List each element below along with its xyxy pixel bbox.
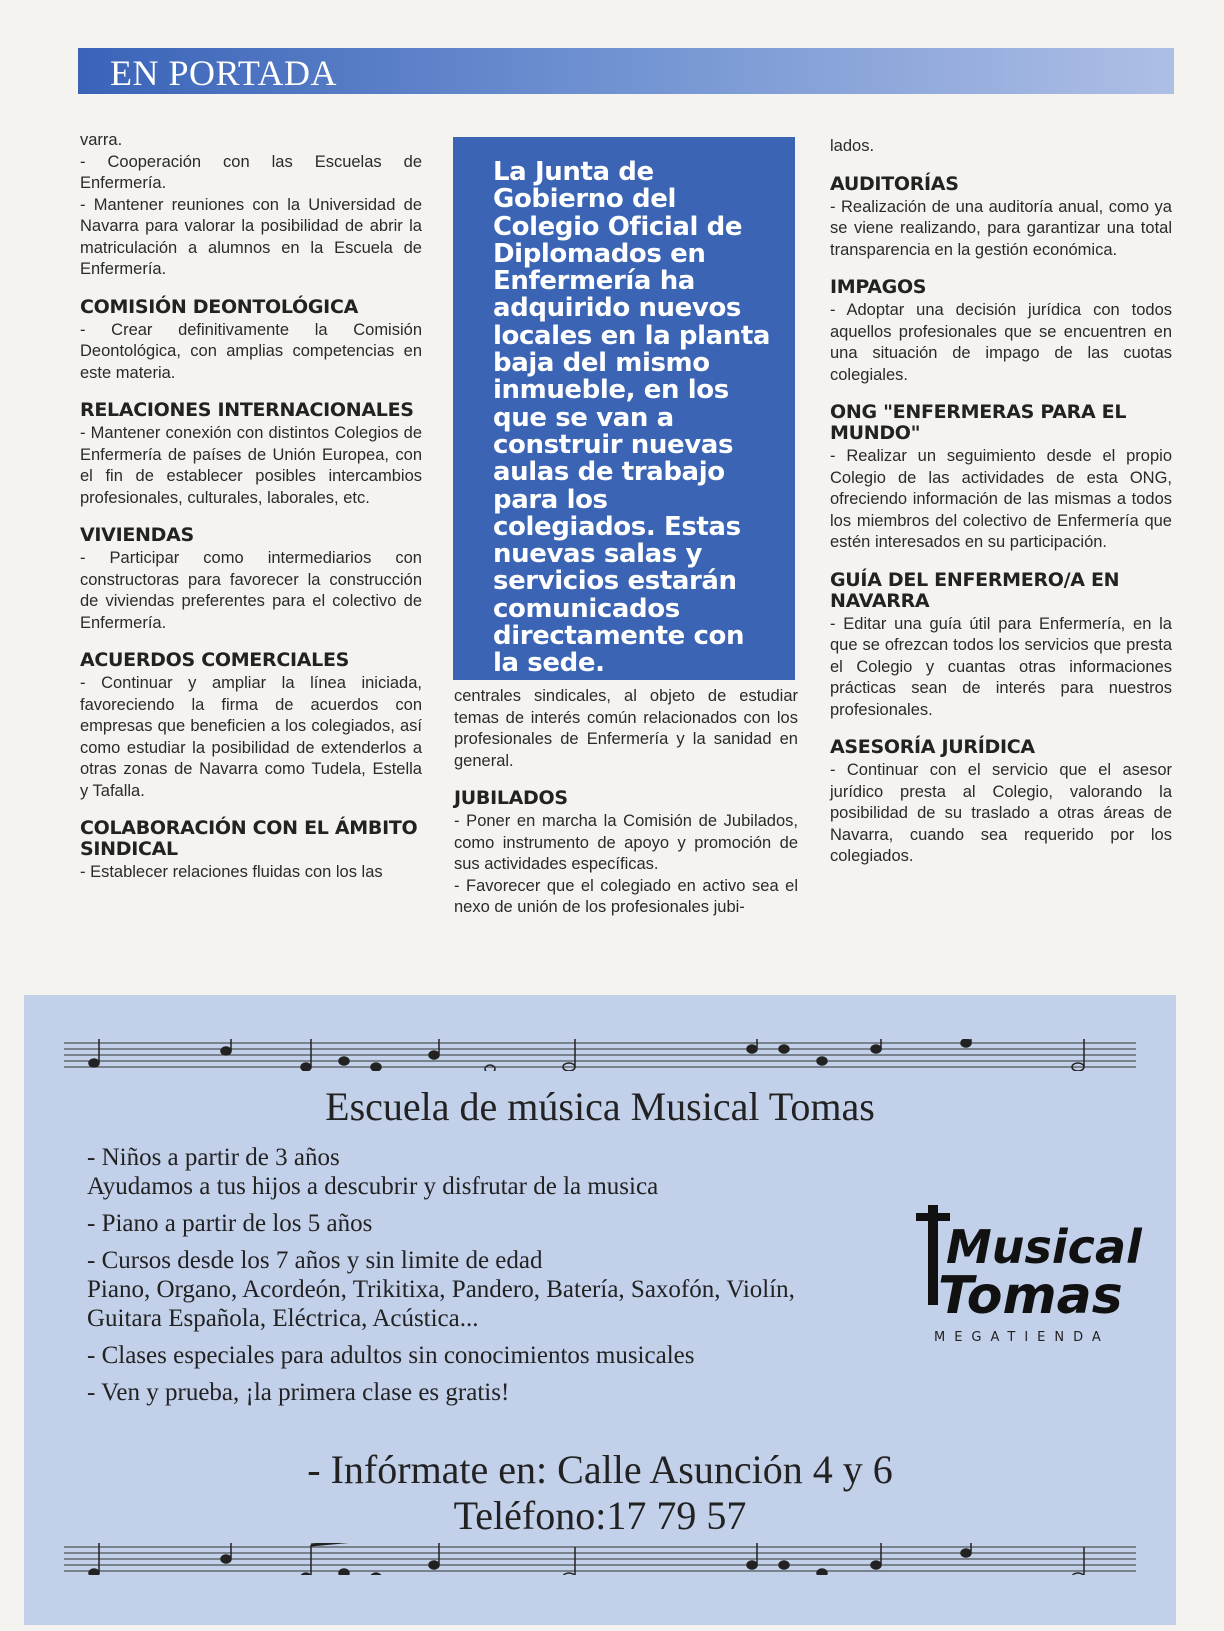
section-heading: ONG "ENFERMERAS PARA EL MUNDO" bbox=[830, 401, 1127, 444]
section-body: - Participar como intermediarios con constructoras para favorecer la construcción de viviendas preferentes para el colectivo de Enfermería. bbox=[80, 549, 422, 632]
paragraph: centrales sindicales, al objeto de estudiar temas de interés común relacionados con los profesionales de Enfermería y la sanidad en general. bbox=[454, 687, 798, 770]
section-heading: COMISIÓN DEONTOLÓGICA bbox=[80, 295, 359, 318]
section-body: - Realización de una auditoría anual, como ya se viene realizando, para garantizar una total transparencia en la gestión económica. bbox=[830, 197, 1172, 259]
section-heading: COLABORACIÓN CON EL ÁMBITO SINDICAL bbox=[80, 817, 418, 860]
ad-line: Piano, Organo, Acordeón, Trikitixa, Pandero, Batería, Saxofón, Violín, bbox=[87, 1276, 795, 1303]
highlight-box bbox=[453, 137, 795, 680]
highlight-text: La Junta de Gobierno del Colegio Oficial de Diplomados en Enfermería ha adquirido nuevos locales en la planta baja del mismo inmueble, en los que se van a construir nuevas aulas de trabajo para los colegiados. Estas nuevas salas y servicios estarán comunicados directamente con la sede. bbox=[493, 157, 771, 679]
section-header-bar bbox=[78, 48, 1174, 94]
section-heading: ACUERDOS COMERCIALES bbox=[80, 649, 350, 671]
ad-contact bbox=[24, 1447, 1176, 1539]
section-title: EN PORTADA bbox=[110, 53, 337, 93]
column-middle bbox=[454, 686, 798, 919]
section-heading: AUDITORÍAS bbox=[830, 172, 959, 195]
section-body: - Mantener conexión con distintos Colegios de Enfermería de países de Unión Europea, con el fin de establecer posibles intercambios profesionales, culturales, laborales, etc. bbox=[80, 424, 422, 507]
section-body: - Establecer relaciones fluidas con los las bbox=[80, 863, 383, 881]
section-body: - Poner en marcha la Comisión de Jubilados, como instrumento de apoyo y promoción de sus actividades específicas. bbox=[454, 812, 798, 873]
section-heading: JUBILADOS bbox=[454, 787, 568, 809]
column-left bbox=[80, 130, 422, 884]
paragraph: lados. bbox=[830, 137, 875, 155]
music-school-ad bbox=[24, 995, 1176, 1625]
ad-line: - Niños a partir de 3 años bbox=[87, 1144, 340, 1171]
logo-text-line2: Tomas bbox=[938, 1266, 1123, 1326]
music-staff-icon bbox=[64, 1543, 1136, 1575]
ad-title: Escuela de música Musical Tomas bbox=[325, 1084, 875, 1129]
section-heading: VIVIENDAS bbox=[80, 524, 194, 546]
paragraph: - Cooperación con las Escuelas de Enfermería. bbox=[80, 152, 422, 192]
column-right bbox=[830, 132, 1172, 868]
section-body: - Crear definitivamente la Comisión Deontológica, con amplias competencias en este materia. bbox=[80, 320, 422, 382]
contact-phone: Teléfono:17 79 57 bbox=[453, 1493, 747, 1538]
musical-tomas-logo bbox=[904, 1205, 1144, 1345]
ad-line: Guitara Española, Eléctrica, Acústica... bbox=[87, 1305, 479, 1332]
ad-line: - Ven y prueba, ¡la primera clase es gratis! bbox=[87, 1379, 510, 1406]
ad-line: Ayudamos a tus hijos a descubrir y disfrutar de la musica bbox=[87, 1173, 659, 1200]
ad-offer-list bbox=[87, 1135, 867, 1407]
logo-tagline: MEGATIENDA bbox=[934, 1330, 1110, 1345]
paragraph: varra. bbox=[80, 131, 123, 149]
section-body: - Editar una guía útil para Enfermería, en la que se ofrezcan todos los servicios que presta el Colegio y cuantas otras informaciones prácticas sean de interés para nuestros profesionales. bbox=[830, 614, 1172, 719]
section-heading: ASESORÍA JURÍDICA bbox=[830, 736, 1035, 758]
section-body: - Adoptar una decisión jurídica con todos aquellos profesionales que se encuentren en una situación de impago de las cuotas colegiales. bbox=[830, 301, 1172, 384]
music-staff-icon bbox=[64, 1039, 1136, 1071]
section-body: - Continuar con el servicio que el asesor jurídico presta al Colegio, valorando la posibilidad de su traslado a otras áreas de Navarra, cuando sea requerido por los colegiados. bbox=[830, 761, 1172, 865]
paragraph: - Mantener reuniones con la Universidad de Navarra para valorar la posibilidad de abrir la matriculación a alumnos en la Escuela de Enfermería. bbox=[80, 195, 422, 278]
logo-text-line1: Musical bbox=[946, 1220, 1142, 1274]
section-body: - Continuar y ampliar la línea iniciada, favoreciendo la firma de acuerdos con empresas que beneficien a los colegiados, así como estudiar la posibilidad de extenderlos a otras zonas de Navarra como Tudela, Estella y Tafalla. bbox=[80, 674, 422, 800]
ad-line: - Piano a partir de los 5 años bbox=[87, 1210, 373, 1237]
section-body: - Favorecer que el colegiado en activo sea el nexo de unión de los profesionales jubi- bbox=[454, 876, 798, 916]
section-body: - Realizar un seguimiento desde el propio Colegio de las actividades de esta ONG, ofreciendo información de las mismas a todos los miembros del colectivo de Enfermería que estén interesados en su participación. bbox=[830, 447, 1172, 551]
section-heading: GUÍA DEL ENFERMERO/A EN NAVARRA bbox=[830, 568, 1120, 612]
section-heading: IMPAGOS bbox=[830, 276, 927, 298]
ad-line: - Cursos desde los 7 años y sin limite de edad bbox=[87, 1247, 543, 1274]
contact-address: - Infórmate en: Calle Asunción 4 y 6 bbox=[307, 1447, 893, 1492]
ad-line: - Clases especiales para adultos sin conocimientos musicales bbox=[87, 1342, 695, 1369]
section-heading: RELACIONES INTERNACIONALES bbox=[80, 399, 414, 421]
